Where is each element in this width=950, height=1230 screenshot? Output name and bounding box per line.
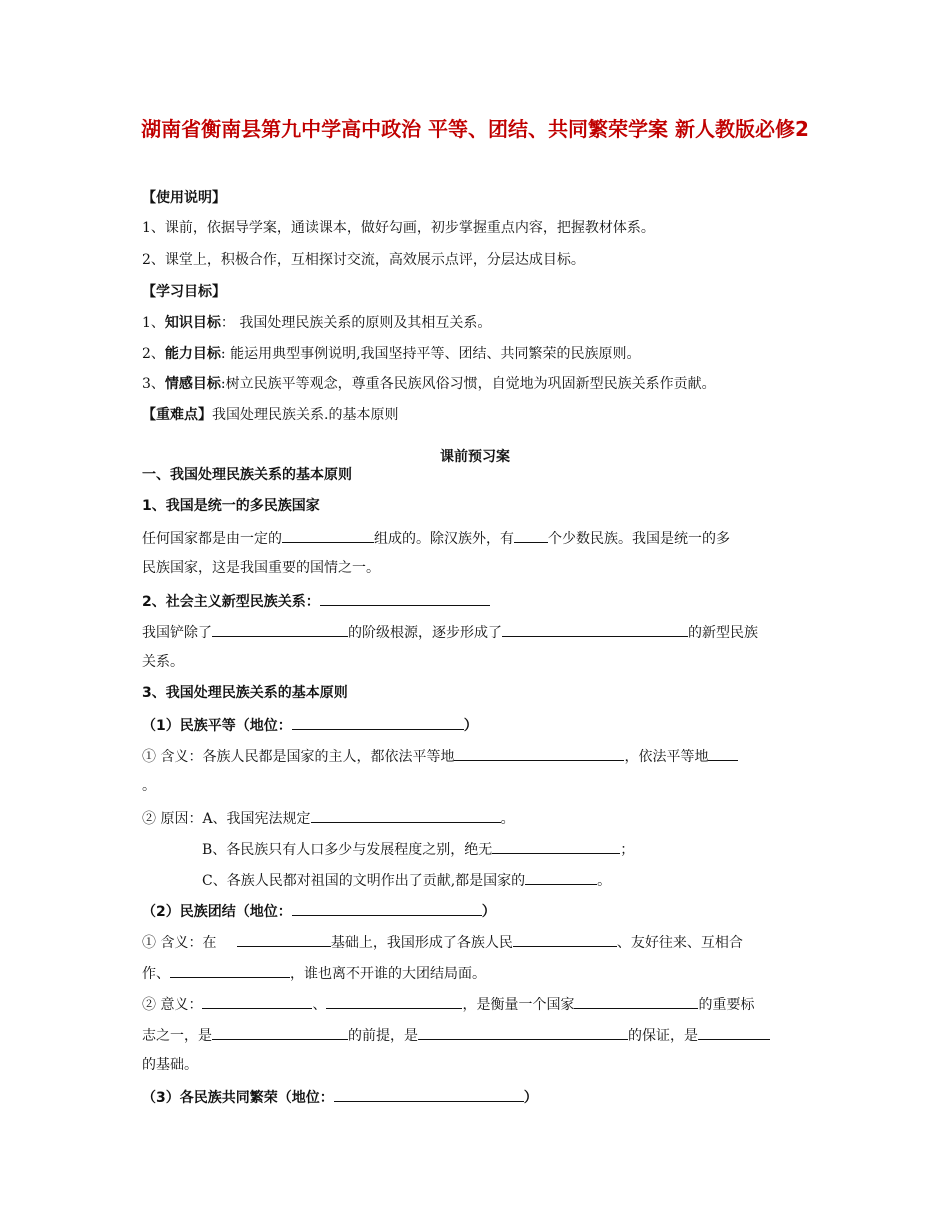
usage-item-2: 2、课堂上，积极合作，互相探讨交流，高效展示点评，分层达成目标。 xyxy=(142,252,585,268)
s1-text-a: 任何国家都是由一定的 xyxy=(142,531,282,547)
key-points xyxy=(142,405,398,425)
principle-2-significance-cont xyxy=(142,1024,770,1046)
fill-blank[interactable] xyxy=(454,745,624,761)
fill-blank[interactable] xyxy=(334,1086,524,1102)
fill-blank[interactable] xyxy=(237,931,331,947)
subsection-2-title-row xyxy=(142,590,490,612)
principle-1-title-row xyxy=(142,714,478,736)
usage-item-1: 1、课前，依据导学案，通读课本，做好勾画，初步掌握重点内容，把握教材体系。 xyxy=(142,220,655,236)
principle-2-title: （2）民族团结（地位： xyxy=(142,904,292,920)
key-points-label: 【重难点】 xyxy=(142,407,212,423)
principle-1-reason-b xyxy=(202,838,634,860)
goal-1-label: 知识目标 xyxy=(164,315,221,331)
fill-blank[interactable] xyxy=(574,993,698,1009)
fill-blank[interactable] xyxy=(513,931,617,947)
principle-3-title: （3）各民族共同繁荣（地位： xyxy=(142,1090,334,1106)
principle-2-meaning xyxy=(142,931,743,953)
goal-3-prefix: 3、 xyxy=(142,376,165,392)
s1-text-c: 个少数民族。我国是统一的多 xyxy=(548,531,730,547)
document-title: 湖南省衡南县第九中学高中政治 平等、团结、共同繁荣学案 新人教版必修2 xyxy=(141,117,809,141)
goal-knowledge xyxy=(142,313,491,333)
fill-blank[interactable] xyxy=(326,993,462,1009)
subsection-1-line-1 xyxy=(142,527,730,549)
p1-reason-b-text: B、各民族只有人口多少与发展程度之别，绝无 xyxy=(202,842,493,858)
fill-blank[interactable] xyxy=(212,1024,348,1040)
key-points-text: 我国处理民族关系.的基本原则 xyxy=(212,407,399,423)
goal-1-prefix: 1、 xyxy=(142,315,165,331)
subsection-1-title: 1、我国是统一的多民族国家 xyxy=(142,498,320,514)
subsection-2-line-1 xyxy=(142,621,758,643)
principle-2-significance-end: 的基础。 xyxy=(142,1057,198,1073)
p1-reason-a-text: ② 原因：A、我国宪法规定 xyxy=(142,811,311,827)
principle-2-significance xyxy=(142,993,754,1015)
section-1-heading: 一、我国处理民族关系的基本原则 xyxy=(142,467,352,483)
goal-emotion xyxy=(142,374,716,394)
subsection-2-title: 2、社会主义新型民族关系： xyxy=(142,594,320,610)
fill-blank[interactable] xyxy=(292,714,464,730)
fill-blank[interactable] xyxy=(212,621,348,637)
goal-2-text: : 能运用典型事例说明,我国坚持平等、团结、共同繁荣的民族原则。 xyxy=(220,346,641,362)
p2-meaning-b: 基础上，我国形成了各族人民 xyxy=(330,935,513,951)
principle-1-close: ） xyxy=(463,718,478,734)
p2-sig-f: 的前提，是 xyxy=(348,1028,418,1044)
fill-blank[interactable] xyxy=(525,869,597,885)
fill-blank[interactable] xyxy=(282,527,374,543)
fill-blank[interactable] xyxy=(292,900,482,916)
preview-heading: 课前预习案 xyxy=(440,449,510,465)
p2-sig-g: 的保证，是 xyxy=(628,1028,698,1044)
goal-3-label: 情感目标 xyxy=(164,376,221,392)
fill-blank[interactable] xyxy=(708,745,738,761)
principle-2-title-row xyxy=(142,900,496,922)
goal-1-text: ： 我国处理民族关系的原则及其相互关系。 xyxy=(220,315,492,331)
fill-blank[interactable] xyxy=(502,621,688,637)
goal-3-text: :树立民族平等观念，尊重各民族风俗习惯，自觉地为巩固新型民族关系作贡献。 xyxy=(220,376,716,392)
subsection-1-line-2: 民族国家，这是我国重要的国情之一。 xyxy=(142,560,380,576)
usage-heading: 【使用说明】 xyxy=(142,190,226,206)
goal-ability xyxy=(142,344,641,364)
p1-meaning-a: ① 含义：各族人民都是国家的主人，都依法平等地 xyxy=(142,749,455,765)
principle-2-close: ） xyxy=(481,904,496,920)
principle-3-close: ） xyxy=(523,1090,538,1106)
fill-blank[interactable] xyxy=(698,1024,770,1040)
fill-blank[interactable] xyxy=(202,993,312,1009)
s2-text-b: 的阶级根源，逐步形成了 xyxy=(348,625,502,641)
subsection-2-line-2: 关系。 xyxy=(142,654,184,670)
fill-blank[interactable] xyxy=(311,807,501,823)
principle-1-reason-a xyxy=(142,807,515,829)
p2-sig-a: ② 意义： xyxy=(142,997,203,1013)
principle-1-meaning-end: 。 xyxy=(142,778,156,794)
s1-text-b: 组成的。除汉族外，有 xyxy=(374,531,514,547)
p2-meaning-d: 作、 xyxy=(142,966,170,982)
principle-3-title-row xyxy=(142,1086,538,1108)
fill-blank[interactable] xyxy=(418,1024,628,1040)
p2-meaning-c: 、友好往来、互相合 xyxy=(616,935,743,951)
principle-2-meaning-cont xyxy=(142,962,486,984)
p1-reason-b-end: ； xyxy=(620,842,635,858)
fill-blank[interactable] xyxy=(492,838,620,854)
fill-blank[interactable] xyxy=(170,962,290,978)
p1-reason-a-end: 。 xyxy=(500,811,515,827)
p2-sig-e: 志之一，是 xyxy=(142,1028,212,1044)
fill-blank[interactable] xyxy=(320,590,490,606)
principle-1-title: （1）民族平等（地位： xyxy=(142,718,292,734)
fill-blank[interactable] xyxy=(514,527,548,543)
p1-reason-c-end: 。 xyxy=(597,873,612,889)
p2-sig-d: 的重要标 xyxy=(698,997,755,1013)
goal-2-prefix: 2、 xyxy=(142,346,165,362)
goals-heading: 【学习目标】 xyxy=(142,284,226,300)
p2-meaning-e: ，谁也离不开谁的大团结局面。 xyxy=(290,966,486,982)
goal-2-label: 能力目标 xyxy=(164,346,221,362)
s2-text-a: 我国铲除了 xyxy=(142,625,212,641)
principle-1-meaning xyxy=(142,745,738,767)
p1-meaning-b: ，依法平等地 xyxy=(624,749,709,765)
subsection-3-title: 3、我国处理民族关系的基本原则 xyxy=(142,685,348,701)
p2-sig-c: ，是衡量一个国家 xyxy=(462,997,575,1013)
p2-sig-b: 、 xyxy=(312,997,327,1013)
p2-meaning-a: ① 含义：在 xyxy=(142,935,221,951)
p1-reason-c-text: C、各族人民都对祖国的文明作出了贡献,都是国家的 xyxy=(202,873,526,889)
principle-1-reason-c xyxy=(202,869,611,891)
s2-text-c: 的新型民族 xyxy=(688,625,758,641)
